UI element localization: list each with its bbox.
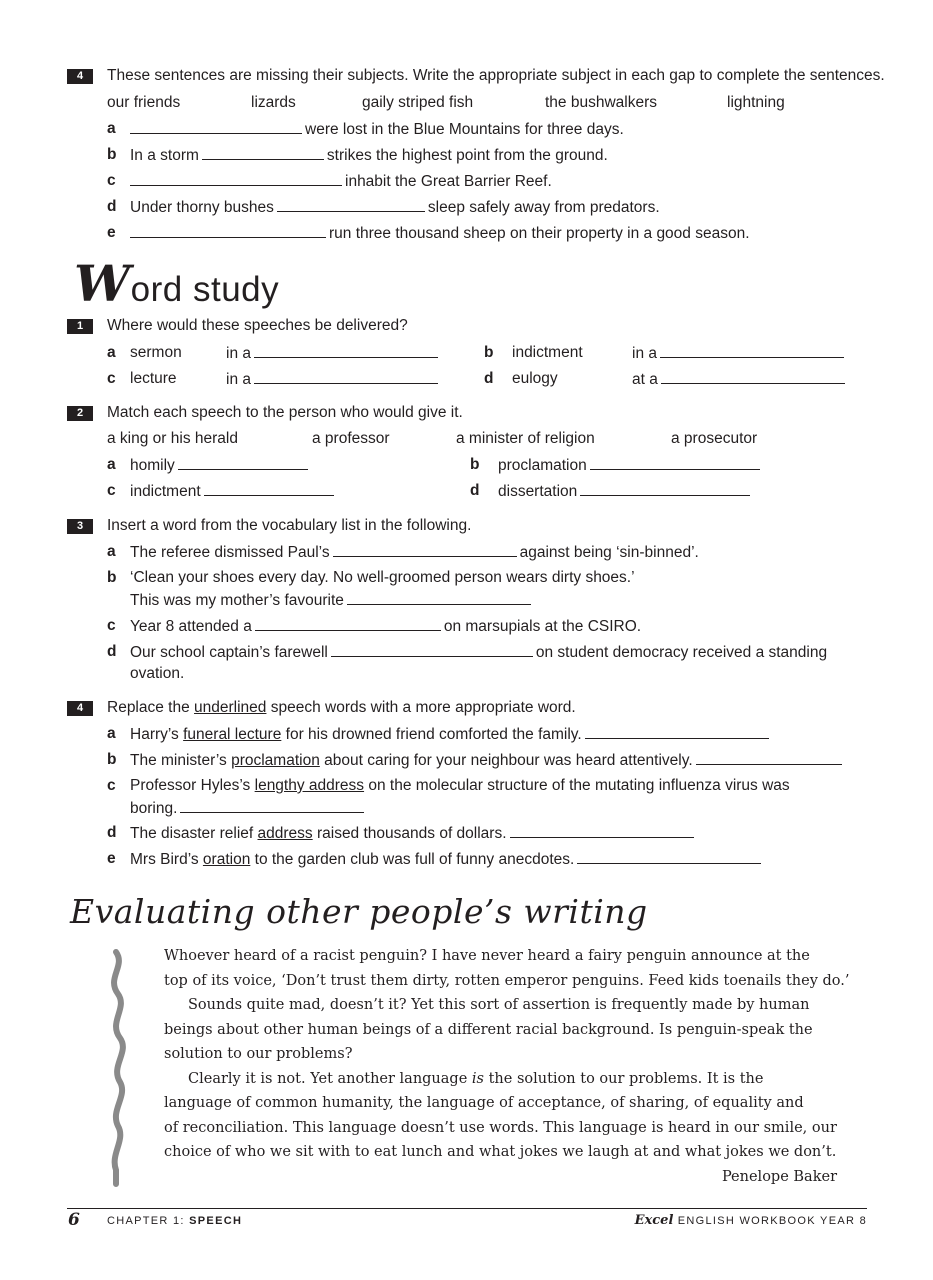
item-letter: c: [107, 482, 116, 499]
item-text: ‘Clean your shoes every day. No well-groomed person wears dirty shoes.’: [130, 569, 635, 586]
question-number: 3: [67, 519, 93, 534]
answer-blank[interactable]: [130, 223, 326, 238]
footer-rule: [67, 1208, 867, 1209]
answer-blank[interactable]: [660, 343, 844, 358]
answer-blank[interactable]: [331, 642, 533, 657]
item-letter: c: [107, 777, 116, 794]
item-letter: b: [107, 569, 117, 586]
question-number: 4: [67, 701, 93, 716]
item-text: The minister’s proclamation about caring for your neighbour was heard attentively.: [130, 750, 845, 771]
item-letter: a: [107, 344, 116, 361]
item-letter: d: [107, 198, 117, 215]
option-word: gaily striped fish: [362, 94, 474, 111]
passage-line: solution to our problems?: [164, 1046, 353, 1062]
option-word: lizards: [251, 94, 296, 111]
answer-blank[interactable]: [130, 119, 302, 134]
passage-author: Penelope Baker: [721, 1169, 837, 1185]
item-text: homily: [130, 455, 311, 476]
item-letter: e: [107, 224, 116, 241]
option-word: the bushwalkers: [545, 94, 658, 111]
item-letter: b: [470, 456, 480, 473]
answer-blank[interactable]: [696, 750, 842, 765]
passage-line: Sounds quite mad, doesn’t it? Yet this sort of assertion is frequently made by human: [188, 997, 810, 1013]
item-text: at a: [632, 369, 848, 390]
item-word: eulogy: [512, 370, 558, 387]
passage-line: beings about other human beings of a different racial background. Is penguin-speak the: [164, 1021, 813, 1038]
question-number: 2: [67, 406, 93, 421]
passage-line: choice of who we sit with to eat lunch and what jokes we laugh at and what jokes we don’t.: [164, 1144, 837, 1160]
item-text: run three thousand sheep on their property in a good season.: [130, 223, 750, 244]
item-word: sermon: [130, 344, 182, 361]
item-text: boring.: [130, 798, 367, 819]
item-text: in a: [226, 369, 441, 390]
answer-blank[interactable]: [580, 481, 750, 496]
answer-blank[interactable]: [661, 369, 845, 384]
question-prompt: Replace the underlined speech words with a more appropriate word.: [107, 699, 576, 716]
section-heading-word-study: Word study: [74, 254, 280, 313]
answer-blank[interactable]: [202, 145, 324, 160]
item-letter: b: [484, 344, 494, 361]
answer-blank[interactable]: [577, 849, 761, 864]
item-letter: c: [107, 370, 116, 387]
item-text: in a: [226, 343, 441, 364]
item-text: inhabit the Great Barrier Reef.: [130, 171, 552, 192]
item-text: dissertation: [498, 481, 753, 502]
item-letter: d: [107, 824, 117, 841]
answer-blank[interactable]: [178, 455, 308, 470]
item-text: Our school captain’s farewell on student democracy received a standing: [130, 644, 828, 661]
question-prompt: Insert a word from the vocabulary list in the following.: [107, 517, 472, 534]
item-text: in a: [632, 343, 847, 364]
item-letter: d: [107, 643, 117, 660]
answer-blank[interactable]: [204, 481, 334, 496]
option-word: a prosecutor: [671, 430, 758, 447]
item-letter: a: [107, 543, 116, 560]
answer-blank[interactable]: [347, 590, 531, 605]
answer-blank[interactable]: [180, 798, 364, 813]
option-word: lightning: [727, 94, 785, 111]
question-number: 1: [67, 319, 93, 334]
item-letter: a: [107, 725, 116, 742]
answer-blank[interactable]: [585, 724, 769, 739]
item-letter: b: [107, 751, 117, 768]
question-prompt: Match each speech to the person who would give it.: [107, 404, 463, 421]
question-prompt: Where would these speeches be delivered?: [107, 317, 408, 334]
section-heading-evaluating: Evaluating other people’s writing: [70, 892, 648, 931]
item-text: Under thorny bushes sleep safely away from predators.: [130, 199, 660, 216]
page-number: 6: [68, 1210, 80, 1230]
answer-blank[interactable]: [254, 343, 438, 358]
item-text: were lost in the Blue Mountains for three days.: [130, 119, 624, 140]
item-letter: d: [484, 370, 494, 387]
passage-line: Clearly it is not. Yet another language is the solution to our problems. It is the: [188, 1070, 764, 1087]
option-word: a king or his herald: [107, 430, 238, 447]
item-letter: a: [107, 120, 116, 137]
passage-line: language of common humanity, the language of acceptance, of sharing, of equality and: [164, 1095, 804, 1111]
item-text: The disaster relief address raised thousands of dollars.: [130, 823, 697, 844]
item-text: Harry’s funeral lecture for his drowned friend comforted the family.: [130, 724, 772, 745]
footer-book-title: Excel ENGLISH WORKBOOK YEAR 8: [634, 1213, 867, 1228]
item-text: ovation.: [130, 665, 185, 682]
answer-blank[interactable]: [255, 616, 441, 631]
item-text: This was my mother’s favourite: [130, 590, 534, 611]
item-text: Professor Hyles’s lengthy address on the molecular structure of the mutating influenza virus was: [130, 777, 790, 794]
item-letter: d: [470, 482, 480, 499]
item-word: lecture: [130, 370, 177, 387]
item-text: In a storm strikes the highest point from the ground.: [130, 147, 608, 164]
item-letter: c: [107, 617, 116, 634]
option-word: a minister of religion: [456, 430, 595, 447]
answer-blank[interactable]: [254, 369, 438, 384]
passage-line: top of its voice, ‘Don’t trust them dirty, rotten emperor penguins. Feed kids toenails they do.’: [164, 972, 850, 989]
item-text: proclamation: [498, 455, 763, 476]
evaluating-passage: [164, 944, 849, 1165]
item-text: Mrs Bird’s oration to the garden club was full of funny anecdotes.: [130, 849, 764, 870]
option-word: a professor: [312, 430, 390, 447]
answer-blank[interactable]: [510, 823, 694, 838]
squiggle-decoration: [104, 948, 134, 1188]
item-letter: e: [107, 850, 116, 867]
item-text: Year 8 attended a on marsupials at the CSIRO.: [130, 618, 642, 635]
option-word: our friends: [107, 94, 181, 111]
item-letter: a: [107, 456, 116, 473]
question-number: 4: [67, 69, 93, 84]
item-text: indictment: [130, 481, 337, 502]
question-prompt: These sentences are missing their subjects. Write the appropriate subject in each gap to complete the sentences.: [107, 67, 885, 84]
answer-blank[interactable]: [590, 455, 760, 470]
item-letter: b: [107, 146, 117, 163]
answer-blank[interactable]: [333, 542, 517, 557]
item-text: The referee dismissed Paul’s against being ‘sin-binned’.: [130, 544, 699, 561]
item-word: indictment: [512, 344, 583, 361]
item-letter: c: [107, 172, 116, 189]
passage-line: of reconciliation. This language doesn’t use words. This language is heard in our smile, our: [164, 1119, 837, 1136]
footer-chapter: CHAPTER 1: SPEECH: [107, 1215, 243, 1227]
answer-blank[interactable]: [277, 197, 425, 212]
passage-line: Whoever heard of a racist penguin? I have never heard a fairy penguin announce at the: [164, 948, 810, 964]
answer-blank[interactable]: [130, 171, 342, 186]
